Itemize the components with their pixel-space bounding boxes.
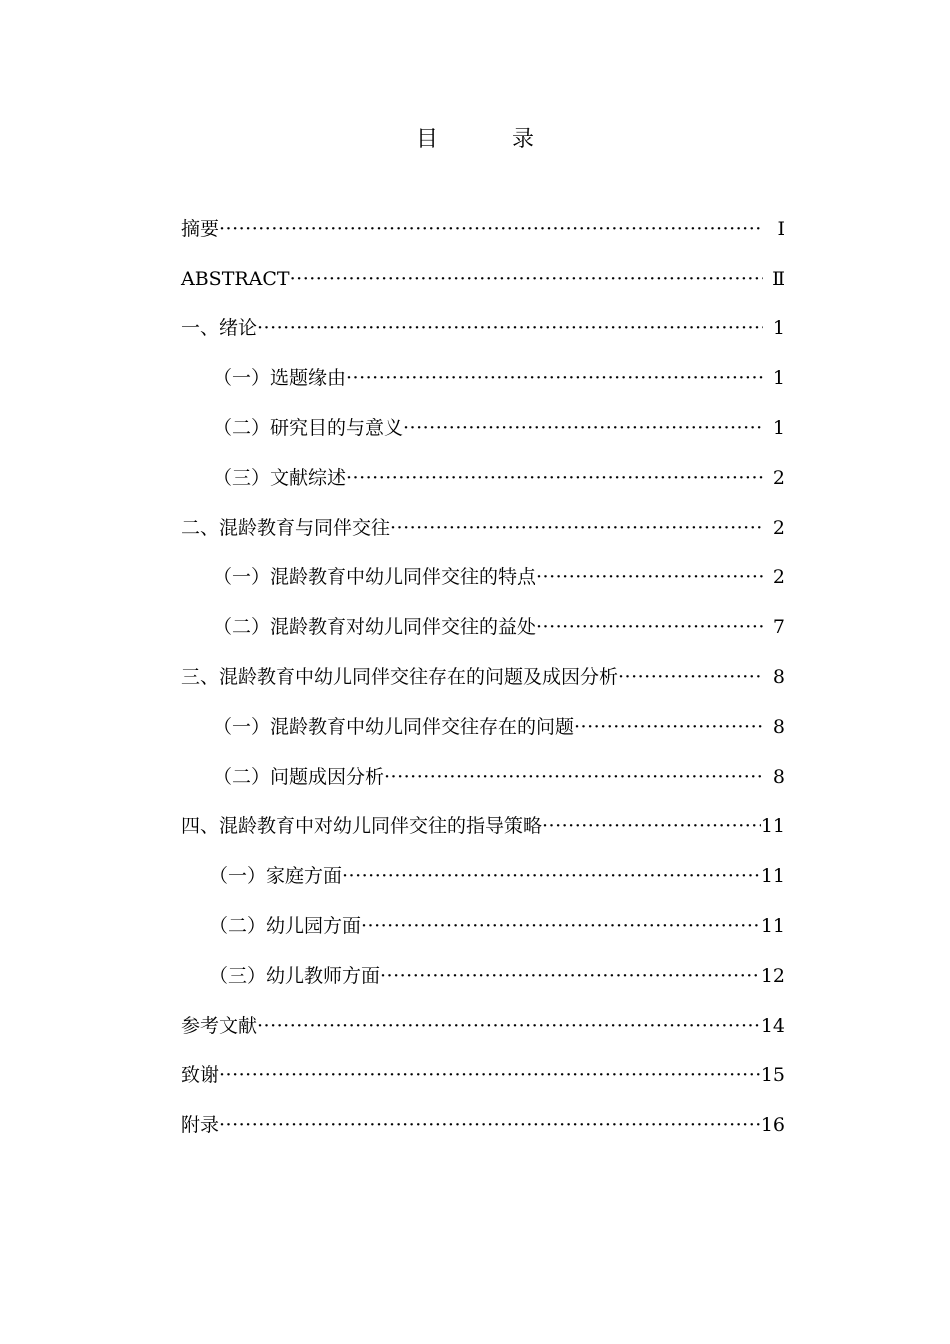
toc-leader-dots	[380, 963, 761, 989]
toc-entry[interactable]	[181, 989, 785, 1039]
toc-entry[interactable]	[181, 441, 785, 491]
toc-entry-label: （一）混龄教育中幼儿同伴交往存在的问题	[213, 715, 575, 738]
toc-entry-page-number: 8	[772, 665, 785, 688]
toc-entry-label: （三）文献综述	[213, 466, 347, 489]
toc-entry-page-number: 8	[772, 765, 785, 788]
toc-entry[interactable]	[181, 491, 785, 541]
toc-entry-page-number: 15	[760, 1064, 785, 1087]
toc-entry-label: （三）幼儿教师方面	[209, 964, 381, 987]
toc-entry[interactable]	[181, 690, 785, 740]
toc-entry-label: ABSTRACT	[181, 267, 290, 290]
toc-leader-dots	[618, 664, 763, 690]
toc-entry-page-number: 12	[760, 964, 785, 987]
toc-leader-dots	[219, 216, 763, 242]
toc-entry-page-number: 1	[772, 416, 785, 439]
toc-entry-label: （二）幼儿园方面	[209, 914, 362, 937]
toc-entry[interactable]	[181, 889, 785, 939]
toc-entry-label: 一、绪论	[181, 317, 258, 340]
toc-leader-dots	[257, 1013, 761, 1039]
toc-leader-dots	[390, 515, 763, 541]
toc-entry-page-number: 16	[760, 1114, 785, 1137]
toc-entry[interactable]	[181, 541, 785, 591]
toc-entry-label: 摘要	[181, 217, 220, 240]
toc-leader-dots	[384, 764, 763, 790]
toc-leader-dots	[542, 813, 761, 839]
toc-leader-dots	[346, 365, 763, 391]
toc-entry[interactable]	[181, 192, 785, 242]
toc-leader-dots	[403, 415, 763, 441]
toc-entry-page-number: Ⅱ	[772, 267, 785, 290]
toc-entry-label: （二）问题成因分析	[213, 765, 385, 788]
toc-leader-dots	[219, 1112, 761, 1138]
toc-entry[interactable]	[181, 1039, 785, 1089]
toc-entry-page-number: 1	[772, 367, 785, 390]
toc-entry-page-number: 2	[772, 566, 785, 589]
toc-entry[interactable]	[181, 640, 785, 690]
toc-entry-label: （一）选题缘由	[213, 367, 347, 390]
toc-entry-page-number: 7	[772, 616, 785, 639]
toc-entry-page-number: 11	[760, 865, 785, 888]
toc-entry-label: 三、混龄教育中幼儿同伴交往存在的问题及成因分析	[181, 665, 619, 688]
toc-leader-dots	[574, 714, 763, 740]
toc-entry-label: 致谢	[181, 1064, 220, 1087]
table-of-contents	[181, 192, 785, 1138]
toc-entry-label: （一）混龄教育中幼儿同伴交往的特点	[213, 566, 537, 589]
toc-entry-page-number: Ⅰ	[777, 217, 785, 240]
toc-entry-label: （二）混龄教育对幼儿同伴交往的益处	[213, 616, 537, 639]
toc-entry[interactable]	[181, 1088, 785, 1138]
toc-entry-page-number: 8	[772, 715, 785, 738]
toc-entry[interactable]	[181, 740, 785, 790]
toc-entry-label: 参考文献	[181, 1014, 258, 1037]
toc-leader-dots	[361, 913, 761, 939]
toc-entry[interactable]	[181, 839, 785, 889]
toc-entry[interactable]	[181, 939, 785, 989]
toc-entry-page-number: 2	[772, 516, 785, 539]
toc-entry-label: （一）家庭方面	[209, 865, 343, 888]
toc-leader-dots	[257, 315, 763, 341]
toc-leader-dots	[346, 465, 763, 491]
toc-entry-page-number: 11	[760, 914, 785, 937]
toc-entry-label: （二）研究目的与意义	[213, 416, 404, 439]
toc-entry-page-number: 1	[772, 317, 785, 340]
toc-entry-page-number: 11	[760, 815, 785, 838]
toc-entry[interactable]	[181, 790, 785, 840]
toc-leader-dots	[219, 1062, 761, 1088]
toc-entry-page-number: 2	[772, 466, 785, 489]
toc-leader-dots	[290, 266, 763, 292]
toc-entry[interactable]	[181, 341, 785, 391]
toc-entry-page-number: 14	[760, 1014, 785, 1037]
toc-entry[interactable]	[181, 292, 785, 342]
toc-entry[interactable]	[181, 391, 785, 441]
toc-title: 目 录	[415, 127, 560, 152]
toc-entry-label: 二、混龄教育与同伴交往	[181, 516, 391, 539]
toc-leader-dots	[342, 863, 761, 889]
toc-entry-label: 附录	[181, 1114, 220, 1137]
toc-leader-dots	[536, 614, 763, 640]
toc-entry[interactable]	[181, 242, 785, 292]
toc-entry[interactable]	[181, 590, 785, 640]
toc-leader-dots	[536, 564, 763, 590]
toc-entry-label: 四、混龄教育中对幼儿同伴交往的指导策略	[181, 815, 543, 838]
